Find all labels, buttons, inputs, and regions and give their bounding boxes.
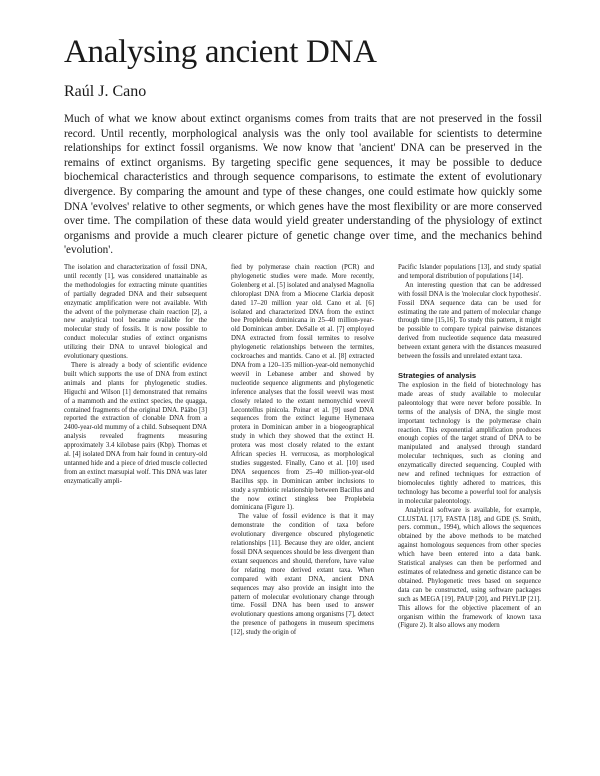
- body-paragraph: Analytical software is available, for example, CLUSTAL [17], FASTA [18], and GDE (S. Smith, pers. commun., 1994), which allows the sequences obtained by the above methods to be matched against homologous sequences from other species which have been entered into a data bank. Statistical analyses can then be performed and estimates of relatedness and genetic distance can be obtained. Phylogenetic trees based on sequence data can be constructed, using software packages such as MEGA [19], PAUP [20], and PHYLIP [21]. This allows for the objective placement of an organism within the framework of known taxa (Figure 2). It also allows any modern: [398, 506, 541, 630]
- article-abstract: Much of what we know about extinct organisms comes from traits that are not preserved in the fossil record. Until recently, morphological analysis was the only tool available for scientists to determine relationships for extinct fossil organisms. We now know that 'ancient' DNA can be preserved in the remains of extinct organisms. By targeting specific gene sequences, it may be possible to deduce biochemical characteristics and through sequence comparisons, to estimate the extent of evolutionary divergence. By comparing the amount and type of these changes, one could estimate how quickly some DNA 'evolves' relative to other segments, or which genes have the most flexibility or are more conserved over time. The compilation of these data would yield greater understanding of the physiology of extinct organisms and provide a much clearer picture of genetic change over time, and the mechanics behind 'evolution'.: [64, 113, 542, 257]
- body-paragraph: The explosion in the field of biotechnology has made areas of study available to molecular paleontology that were never before possible. In terms of the analysis of DNA, the single most important technology is the polymerase chain reaction. This exponential amplification produces enough copies of the target strand of DNA to be manipulated and analysed through standard molecular techniques, such as cloning and enzymatically directed sequencing. Coupled with new and refined techniques for extraction of biomolecules tightly adhered to matrices, this technology has become a powerful tool for analysis in molecular paleontology.: [398, 381, 541, 505]
- article-title: Analysing ancient DNA: [64, 34, 377, 70]
- body-paragraph: The isolation and characterization of fossil DNA, until recently [1], was considered unattainable as the methodologies for extracting minute quantities of partially degraded DNA and their subsequent enzymatic amplification were not available. With the advent of the polymerase chain reaction [2], a new analytical tool became available for the molecular study of fossils. It is now possible to conduct molecular studies of extinct organisms utilizing their DNA to unravel biological and evolutionary questions.: [64, 264, 207, 361]
- body-column-3: [398, 264, 541, 631]
- body-paragraph: There is already a body of scientific evidence built which supports the use of DNA from extinct animals and plants for phylogenetic studies. Higuchi and Wilson [1] demonstrated that remains of a mammoth and the extinct species, the quagga, contained fragments of the original DNA. Pääbo [3] reported the extraction of clonable DNA from a 2400-year-old mummy of a child. Subsequent DNA analysis revealed fragments measuring approximately 3.4 kilobase pairs (Kbp). Thomas et al. [4] isolated DNA from hair found in century-old untanned hide and a piece of dried muscle collected from an extinct marsupial wolf. This DNA was later enzymatically ampli-: [64, 361, 207, 485]
- body-paragraph: An interesting question that can be addressed with fossil DNA is the 'molecular clock hypothesis'. Fossil DNA sequence data can be used for estimating the rate and pattern of molecular change through time [15,16]. To study this pattern, it might be possible to compare typical pairwise distances derived from nucleotide sequence data measured between extant genera with the distances measured between the fossils and unrelated extant taxa.: [398, 281, 541, 361]
- article-author: Raúl J. Cano: [64, 83, 147, 100]
- section-heading: Strategies of analysis: [398, 370, 477, 380]
- body-paragraph: Pacific Islander populations [13], and study spatial and temporal distribution of populations [14].: [398, 264, 541, 280]
- body-column-1: [64, 264, 207, 487]
- body-paragraph: fied by polymerase chain reaction (PCR) and phylogenetic studies were made. More recently, Golenberg et al. [5] isolated and analysed Magnolia chloroplast DNA from a Miocene Clarkia deposit dated 17–20 million year old. Cano et al. [6] isolated and characterized DNA from the extinct bee Proplebeia dominicana in 25–40 million-year-old Dominican amber. DeSalle et al. [7] employed DNA extracted from fossil termites to resolve phylogenetic relationships between the termites, cockroaches and mantids. Cano et al. [8] extracted DNA from a 120–135 million-year-old nemonychid weevil in Lebanese amber and showed by nucleotide sequence alignments and phylogenetic inference analyses that the fossil weevil was most closely related to the extant nemonychid weevil Lecontellus pinicola. Poinar et al. [9] used DNA sequences from the extinct legume Hymenaea protera in Dominican amber in a biogeographical study in which they showed that the extinct H. protera was most closely related to the extant African species H. verrucosa, as morphological studies suggested. Finally, Cano et al. [10] used DNA sequences from 25–40 million-year-old Bacillus spp. in Dominican amber inclusions to study a symbiotic relationship between Bacillus and the now extinct stingless bee Proplebeia dominicana (Figure 1).: [231, 264, 374, 512]
- body-column-2: [231, 264, 374, 638]
- body-paragraph: The value of fossil evidence is that it may demonstrate the condition of taxa before evolutionary divergence obscured phylogenetic relationships [11]. Because they are older, ancient fossil DNA sequences should be less divergent than extant sequences and should, therefore, have value for relating more derived extant taxa. When compared with extant DNA, ancient DNA sequences may also provide an insight into the pattern of molecular evolutionary change through time. Fossil DNA has been used to answer evolutionary questions among organisms [7], detect the presence of pathogens in museum specimens [12], study the origin of: [231, 513, 374, 637]
